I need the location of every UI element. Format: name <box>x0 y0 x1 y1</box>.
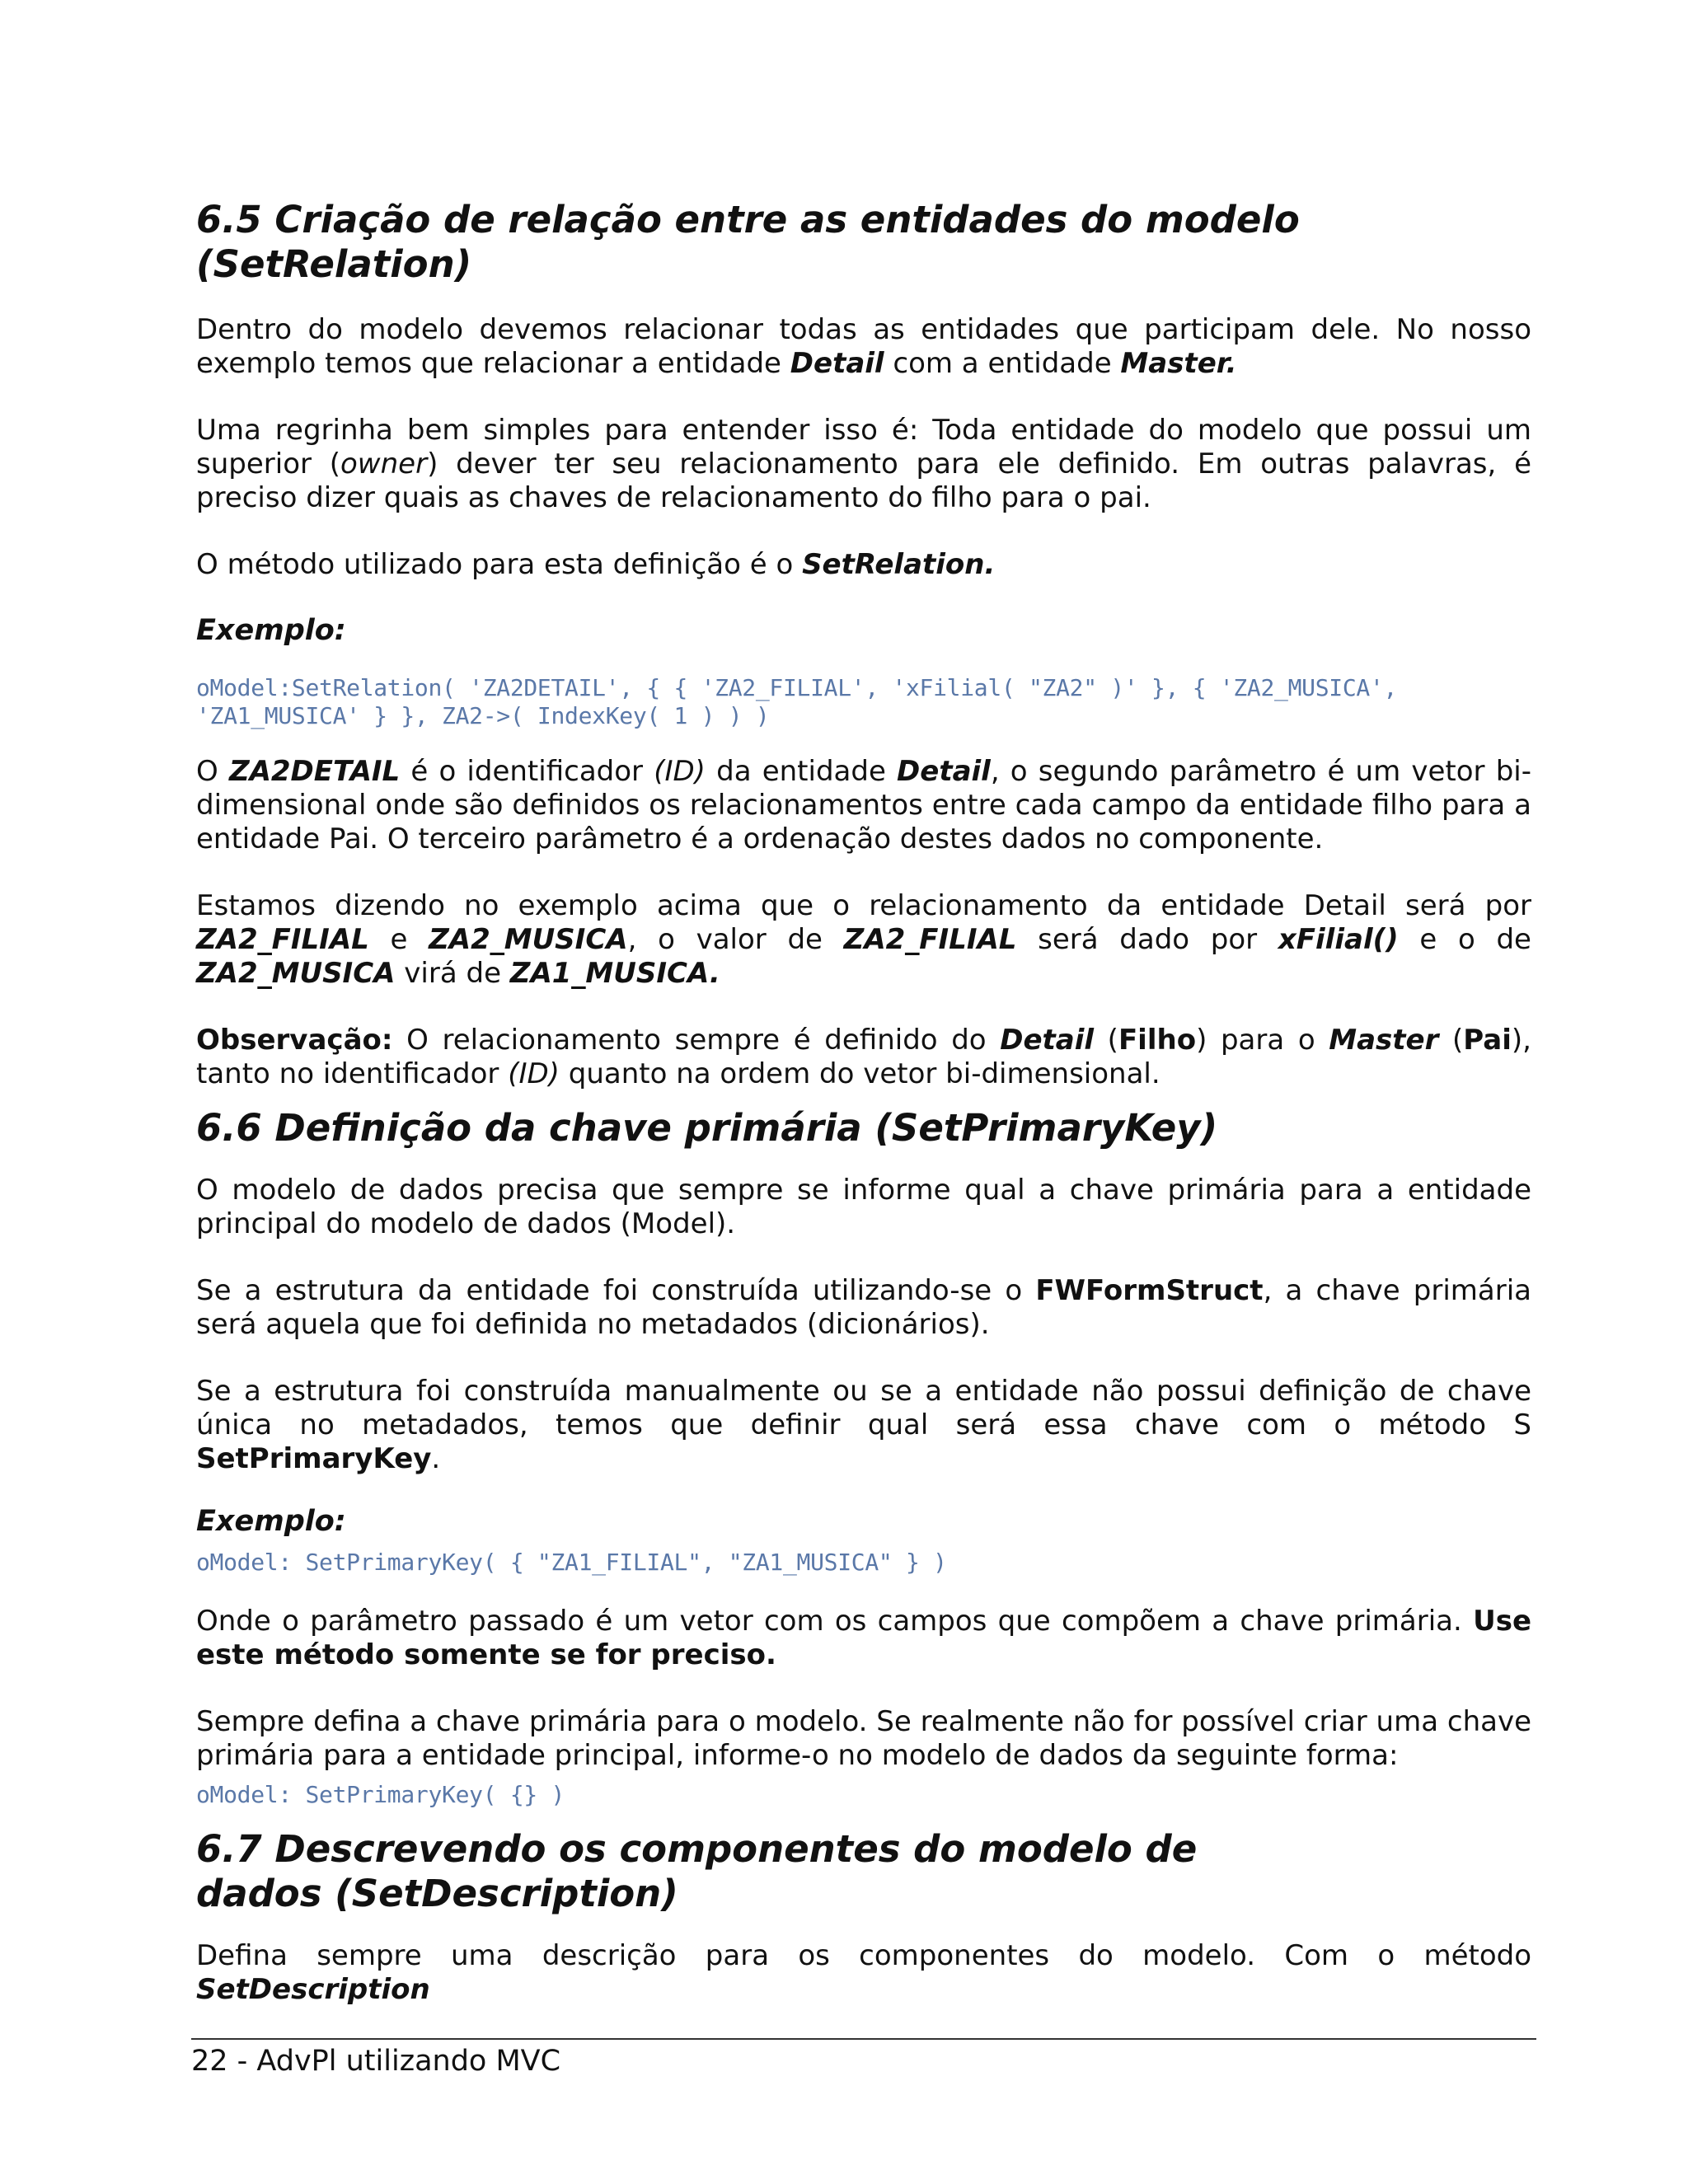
paragraph: O ZA2DETAIL é o identificador (ID) da entidade Detail, o segundo parâmetro é um vetor bi-dimensional onde são definidos os relacionamentos entre cada campo da entidade filho para a entidade Pai. O terceiro parâmetro é a ordenação destes dados no componente. <box>196 755 1531 855</box>
code-snippet: oModel: SetPrimaryKey( {} ) <box>196 1781 565 1808</box>
code-snippet: oModel:SetRelation( 'ZA2DETAIL', { { 'ZA2_FILIAL', 'xFilial( "ZA2" )' }, { 'ZA2_MUSICA', 'ZA1_MUSICA' } }, ZA2->( IndexKey( 1 ) ) ) <box>196 674 1398 729</box>
paragraph: Se a estrutura da entidade foi construída utilizando-se o FWFormStruct, a chave primária será aquela que foi definida no metadados (dicionários). <box>196 1274 1531 1341</box>
paragraph: O modelo de dados precisa que sempre se informe qual a chave primária para a entidade principal do modelo de dados (Model). <box>196 1174 1531 1240</box>
paragraph: Sempre defina a chave primária para o modelo. Se realmente não for possível criar uma chave primária para a entidade principal, informe-o no modelo de dados da seguinte forma: <box>196 1705 1531 1772</box>
section-6-6-title: 6.6 Definição da chave primária (SetPrimaryKey) <box>196 1106 1218 1150</box>
paragraph: O método utilizado para esta definição é o SetRelation. <box>196 548 996 581</box>
section-6-5-title: 6.5 Criação de relação entre as entidades do modelo (SetRelation) <box>196 198 1300 286</box>
example-label: Exemplo: <box>196 614 346 647</box>
footer-text: 22 - AdvPl utilizando MVC <box>191 2045 561 2078</box>
paragraph: Defina sempre uma descrição para os componentes do modelo. Com o método SetDescription <box>196 1939 1531 2006</box>
paragraph: Se a estrutura foi construída manualmente ou se a entidade não possui definição de chave única no metadados, temos que definir qual será essa chave com o método S SetPrimaryKey. <box>196 1375 1531 1475</box>
paragraph: Estamos dizendo no exemplo acima que o relacionamento da entidade Detail será por ZA2_FILIAL e ZA2_MUSICA, o valor de ZA2_FILIAL será dado por xFilial() e o de ZA2_MUSICA virá de ZA1_MUSICA. <box>196 889 1531 990</box>
example-label: Exemplo: <box>196 1505 346 1538</box>
paragraph: Onde o parâmetro passado é um vetor com os campos que compõem a chave primária. Use este método somente se for preciso. <box>196 1605 1531 1671</box>
page-footer <box>191 2038 1536 2078</box>
paragraph: Uma regrinha bem simples para entender isso é: Toda entidade do modelo que possui um superior (owner) dever ter seu relacionamento para ele definido. Em outras palavras, é preciso dizer quais as chaves de relacionamento do filho para o pai. <box>196 414 1531 514</box>
paragraph: Observação: O relacionamento sempre é definido do Detail (Filho) para o Master (Pai), tanto no identificador (ID) quanto na ordem do vetor bi-dimensional. <box>196 1024 1531 1090</box>
paragraph: Dentro do modelo devemos relacionar todas as entidades que participam dele. No nosso exemplo temos que relacionar a entidade Detail com a entidade Master. <box>196 313 1531 380</box>
section-6-7-title: 6.7 Descrevendo os componentes do modelo de dados (SetDescription) <box>196 1827 1198 1915</box>
code-snippet: oModel: SetPrimaryKey( { "ZA1_FILIAL", "ZA1_MUSICA" } ) <box>196 1549 947 1576</box>
page-content <box>196 198 1531 2007</box>
